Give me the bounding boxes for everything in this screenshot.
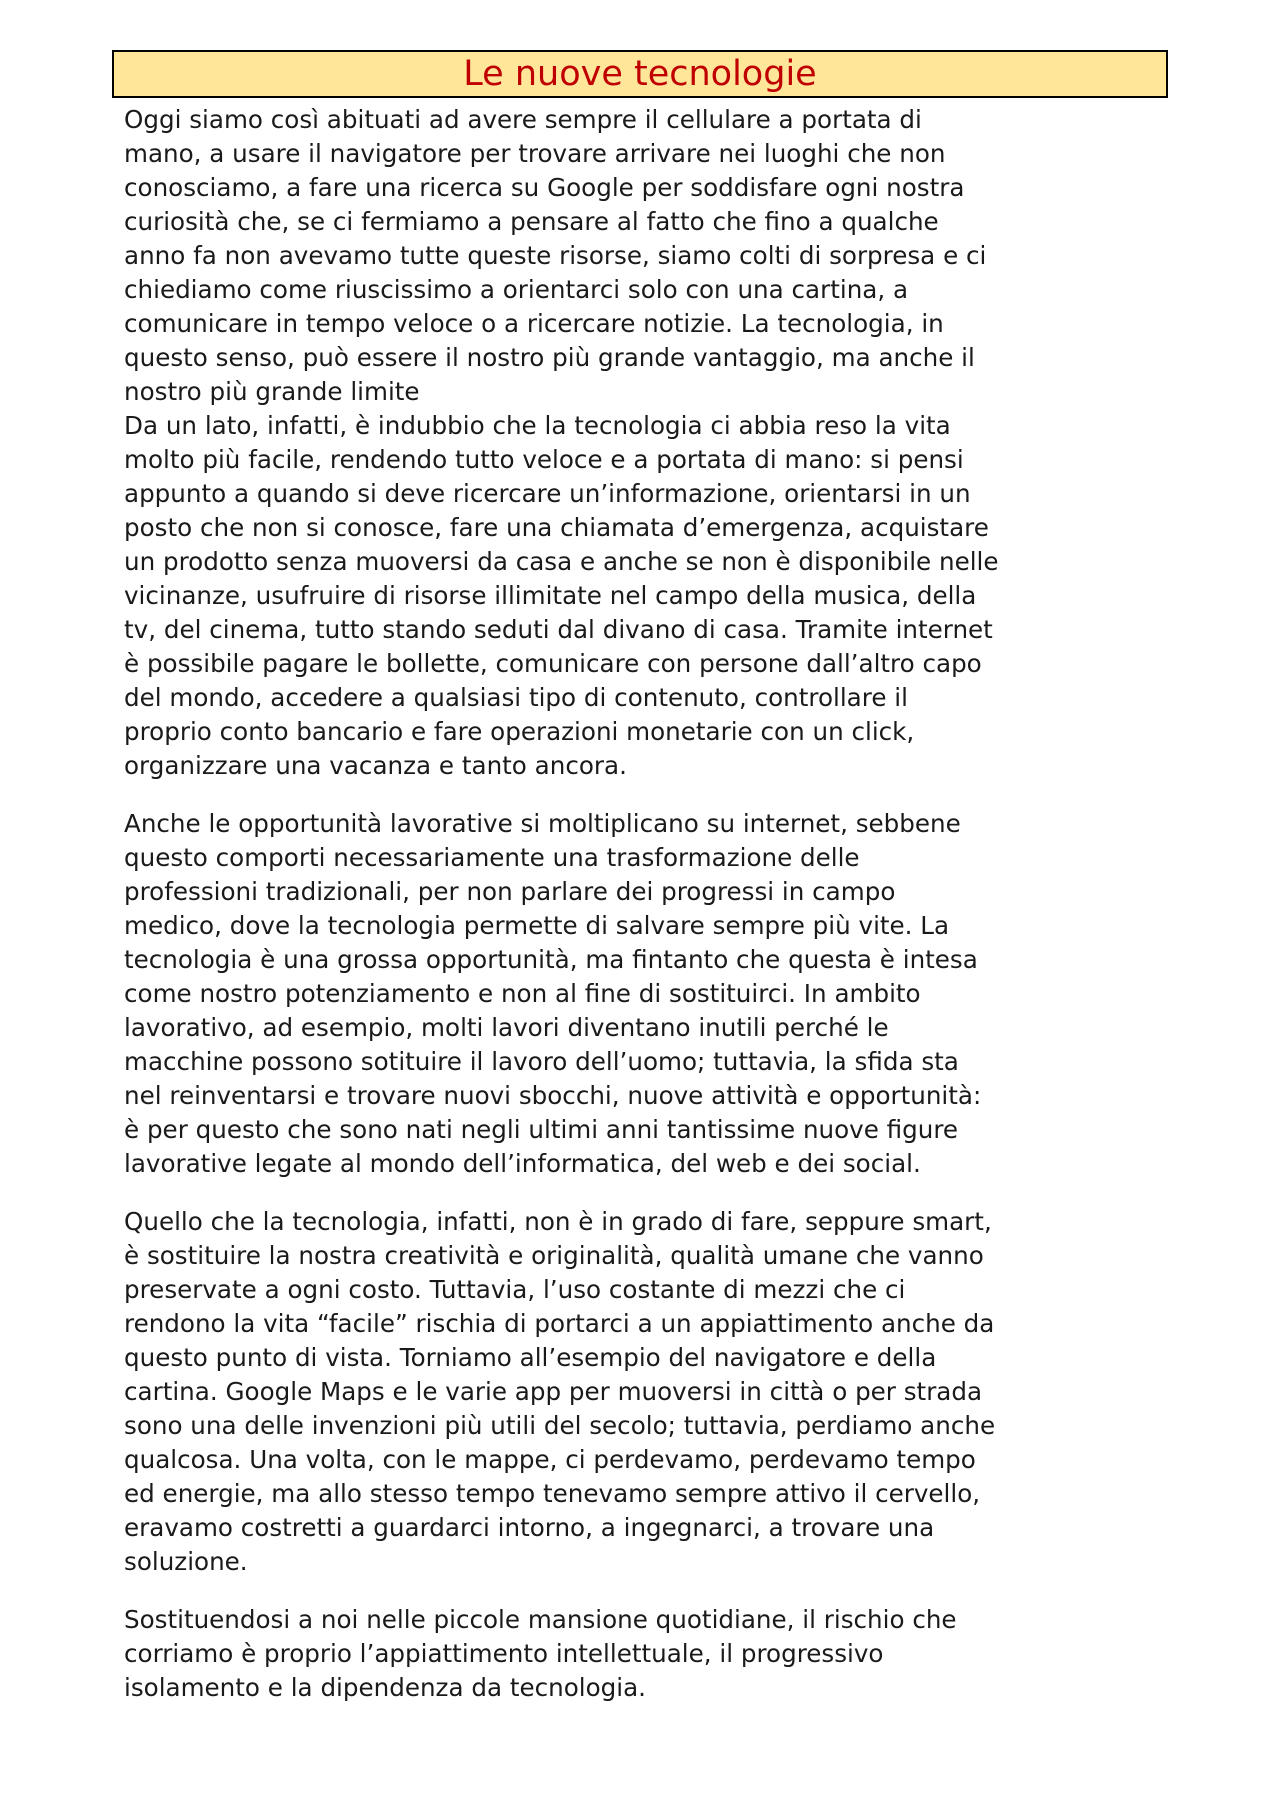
paragraph-work-opportunities: Anche le opportunità lavorative si moltiplicano su internet, sebbene questo comporti necessariamente una trasformazione delle professioni tradizionali, per non parlare dei progressi in campo medico, dove la tecnologia permette di salvare sempre più vite. La tecnologia è una grossa opportunità, ma fintanto che questa è intesa come nostro potenziamento e non al fine di sostituirci. In ambito lavorativo, ad esempio, molti lavori diventano inutili perché le macchine possono sotituire il lavoro dell’uomo; tuttavia, la sfida sta nel reinventarsi e trovare nuovi sbocchi, nuove attività e opportunità: è per questo che sono nati negli ultimi anni tantissime nuove figure lavorative legate al mondo dell’informatica, del web e dei social. xyxy=(124,809,982,1178)
title-banner xyxy=(112,50,1168,98)
paragraph-advantages: Da un lato, infatti, è indubbio che la tecnologia ci abbia reso la vita molto più facile, rendendo tutto veloce e a portata di mano: si pensi appunto a quando si deve ricercare un’informazione, orientarsi in un posto che non si conosce, fare una chiamata d’emergenza, acquistare un prodotto senza muoversi da casa e anche se non è disponibile nelle vicinanze, usufruire di risorse illimitate nel campo della musica, della tv, del cinema, tutto stando seduti dal divano di casa. Tramite internet è possibile pagare le bollette, comunicare con persone dall’altro capo del mondo, accedere a qualsiasi tipo di contenuto, controllare il proprio conto bancario e fare operazioni monetarie con un click, organizzare una vacanza e tanto ancora. xyxy=(124,411,999,780)
document-body xyxy=(124,103,1164,1705)
paragraph-intro: Oggi siamo così abituati ad avere sempre il cellulare a portata di mano, a usare il navigatore per trovare arrivare nei luoghi che non conosciamo, a fare una ricerca su Google per soddisfare ogni nostra curiosità che, se ci fermiamo a pensare al fatto che fino a qualche anno fa non avevamo tutte queste risorse, siamo colti di sorpresa e ci chiediamo come riuscissimo a orientarci solo con una cartina, a comunicare in tempo veloce o a ricercare notizie. La tecnologia, in questo senso, può essere il nostro più grande vantaggio, ma anche il nostro più grande limite xyxy=(124,105,987,406)
paragraph-creativity: Quello che la tecnologia, infatti, non è in grado di fare, seppure smart, è sostituire la nostra creatività e originalità, qualità umane che vanno preservate a ogni costo. Tuttavia, l’uso costante di mezzi che ci rendono la vita “facile” rischia di portarci a un appiattimento anche da questo punto di vista. Torniamo all’esempio del navigatore e della cartina. Google Maps e le varie app per muoversi in città o per strada sono una delle invenzioni più utili del secolo; tuttavia, perdiamo anche qualcosa. Una volta, con le mappe, ci perdevamo, perdevamo tempo ed energie, ma allo stesso tempo tenevamo sempre attivo il cervello, eravamo costretti a guardarci intorno, a ingegnarci, a trovare una soluzione. xyxy=(124,1207,996,1576)
paragraph-conclusion: Sostituendosi a noi nelle piccole mansione quotidiane, il rischio che corriamo è proprio l’appiattimento intellettuale, il progressivo isolamento e la dipendenza da tecnologia. xyxy=(124,1605,957,1702)
document-title: Le nuove tecnologie xyxy=(463,53,817,94)
